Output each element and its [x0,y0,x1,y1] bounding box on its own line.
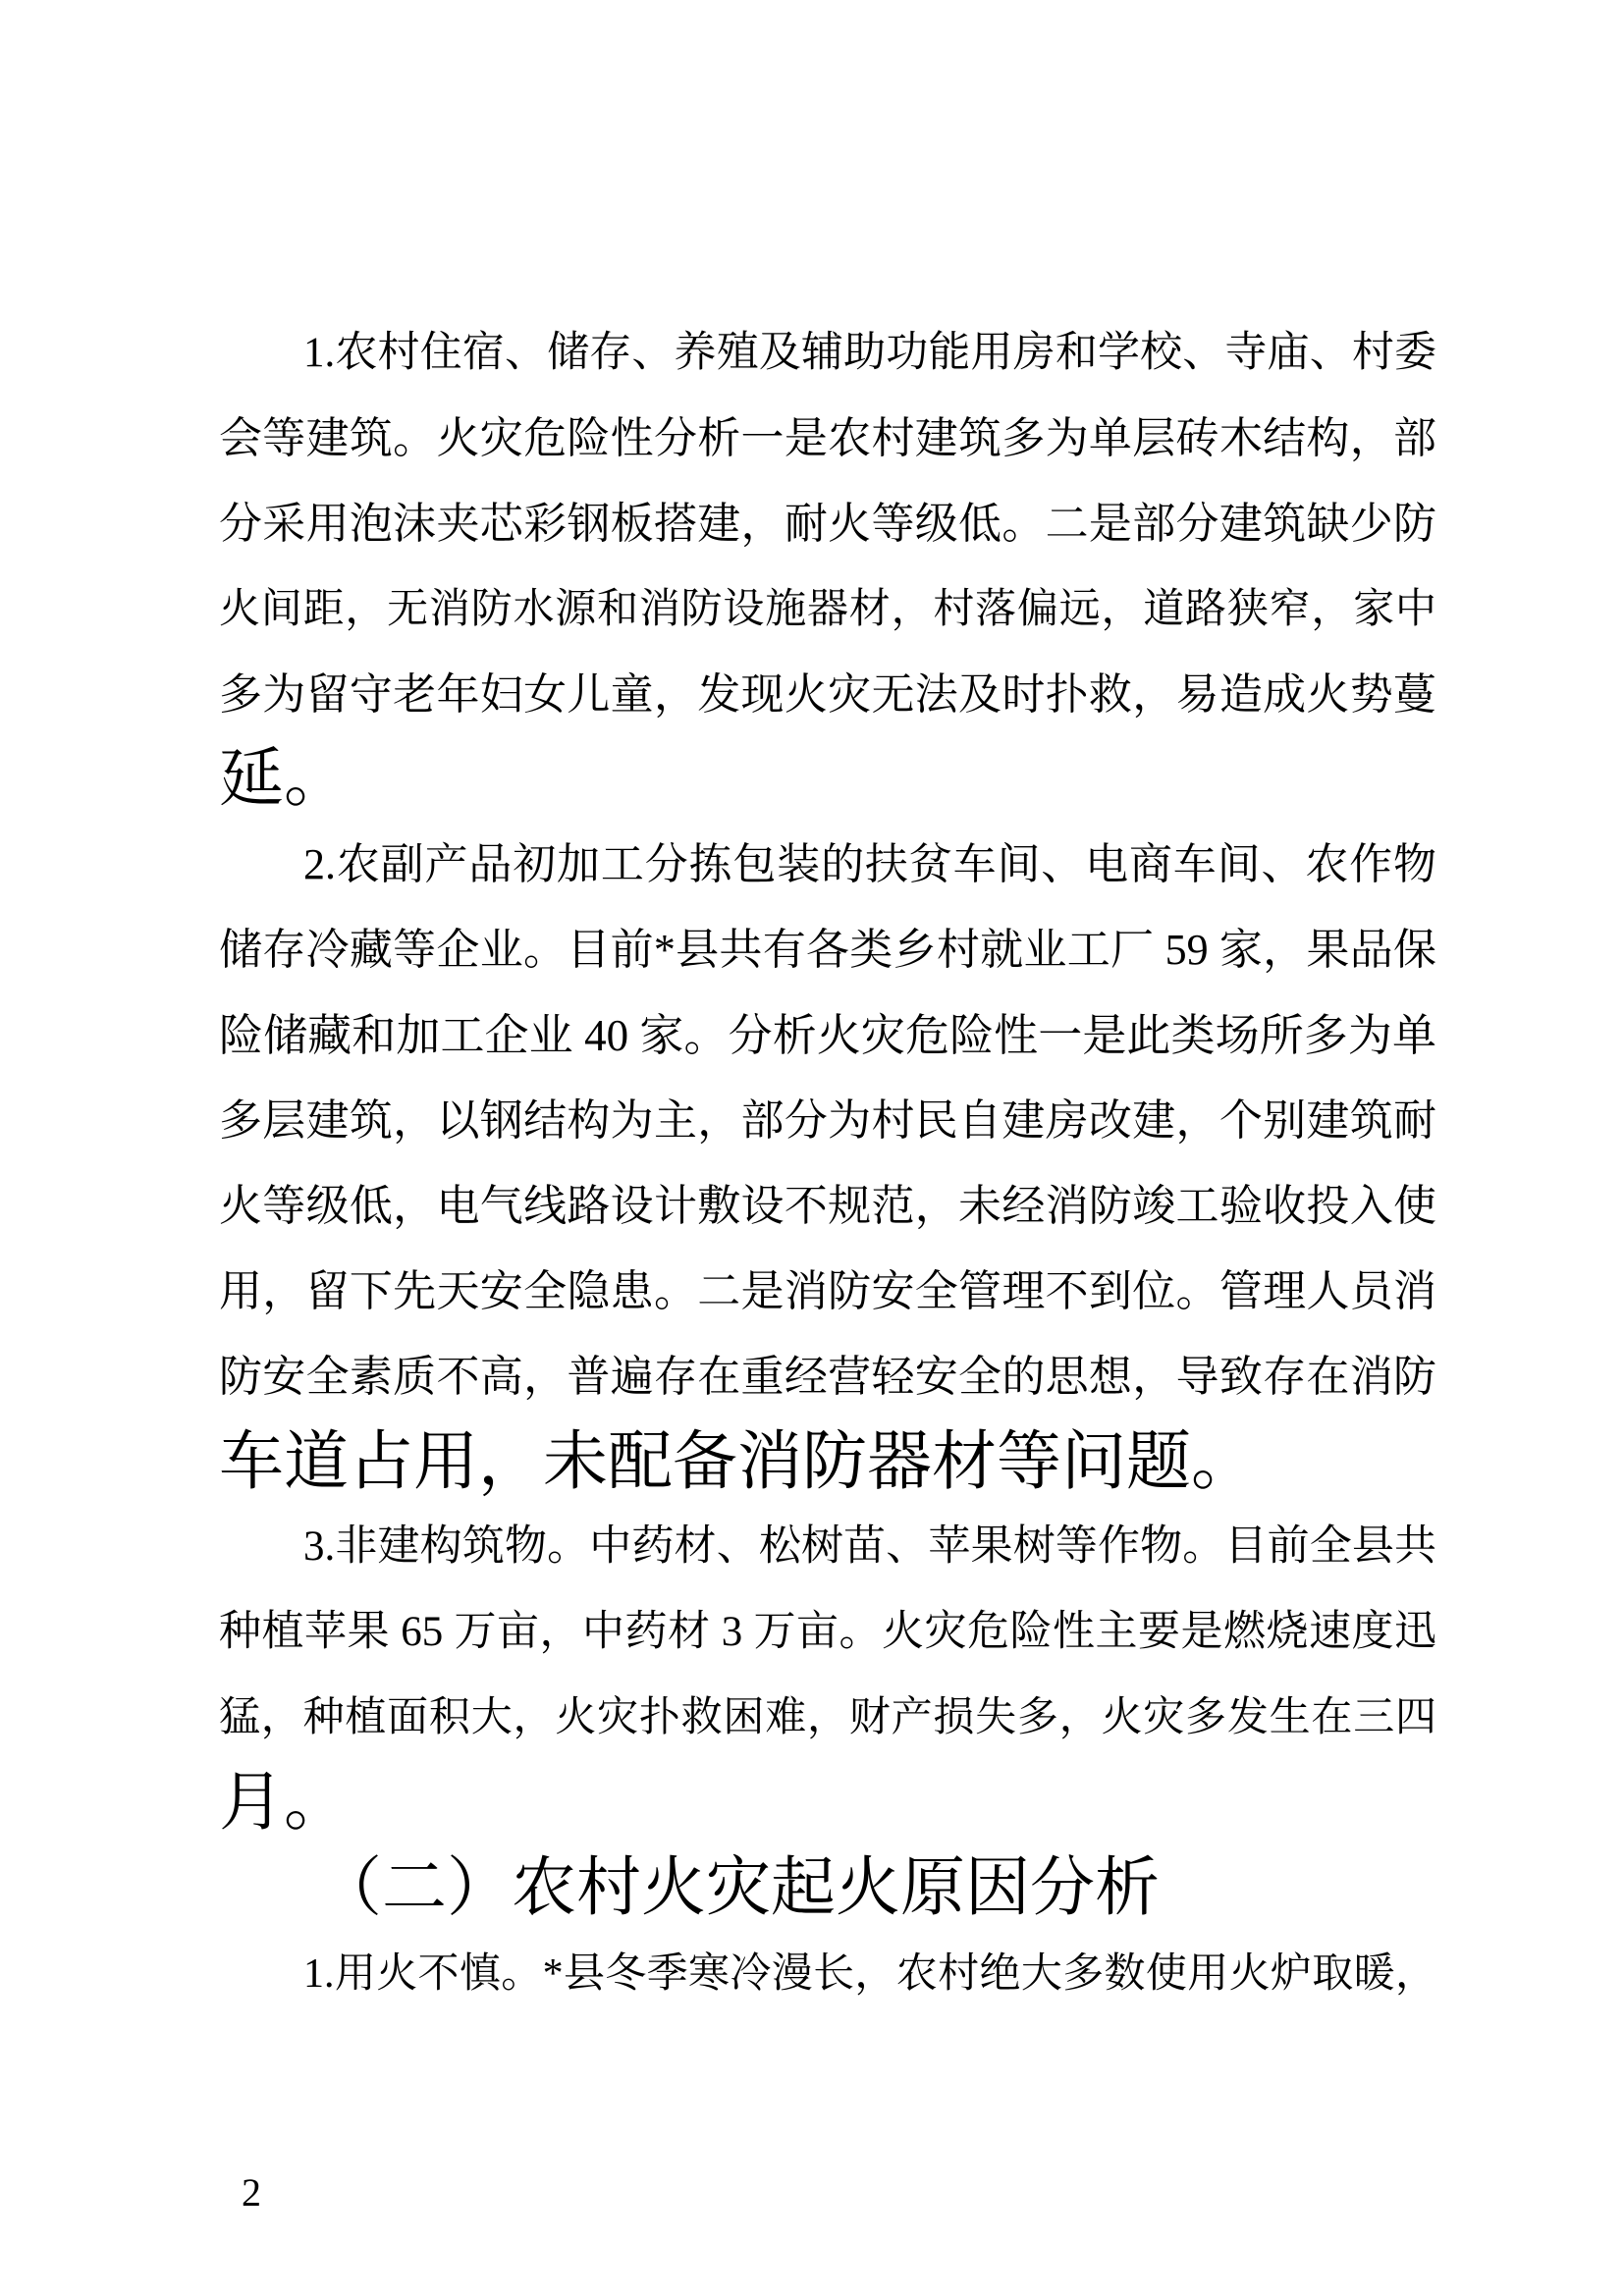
text-line: 会等建筑。火灾危险性分析一是农村建筑多为单层砖木结构，部 [219,413,1436,462]
text-line: 月。 [219,1767,349,1840]
text-line: 多层建筑，以钢结构为主，部分为村民自建房改建，个别建筑耐 [219,1096,1436,1146]
text-line: 延。 [219,743,349,816]
text-line: 用，留下先天安全隐患。二是消防安全管理不到位。管理人员消 [219,1266,1436,1315]
text-line: 防安全素质不高，普遍存在重经营轻安全的思想，导致存在消防 [219,1352,1436,1401]
text-line: 1.农村住宿、储存、养殖及辅助功能用房和学校、寺庙、村委 [303,330,1436,376]
text-line: 2.农副产品初加工分拣包装的扶贫车间、电商车间、农作物 [303,840,1436,889]
text-line: 1.用火不慎。*县冬季寒冷漫长，农村绝大多数使用火炉取暖， [303,1950,1436,1997]
text-line: 储存冷藏等企业。目前*县共有各类乡村就业工厂 59 家，果品保 [219,926,1436,975]
section-heading: （二）农村火灾起火原因分析 [317,1852,1160,1925]
text-line: 种植苹果 65 万亩，中药材 3 万亩。火灾危险性主要是燃烧速度迅 [219,1609,1436,1656]
text-line: 车道占用，未配备消防器材等问题。 [219,1425,1256,1498]
text-line: 火间距，无消防水源和消防设施器材，村落偏远，道路狭窄，家中 [219,586,1436,632]
text-line: 猛，种植面积大，火灾扑救困难，财产损失多，火灾多发生在三四 [219,1695,1436,1741]
text-line: 3.非建构筑物。中药材、松树苗、苹果树等作物。目前全县共 [303,1523,1436,1571]
text-line: 分采用泡沫夹芯彩钢板搭建，耐火等级低。二是部分建筑缺少防 [219,499,1436,548]
text-line: 多为留守老年妇女儿童，发现火灾无法及时扑救，易造成火势蔓 [219,669,1436,719]
page-number: 2 [242,2170,261,2215]
text-line: 火等级低，电气线路设计敷设不规范，未经消防竣工验收投入使 [219,1181,1436,1230]
body-text [219,311,1436,2017]
text-line: 险储藏和加工企业 40 家。分析火灾危险性一是此类场所多为单 [219,1011,1436,1061]
